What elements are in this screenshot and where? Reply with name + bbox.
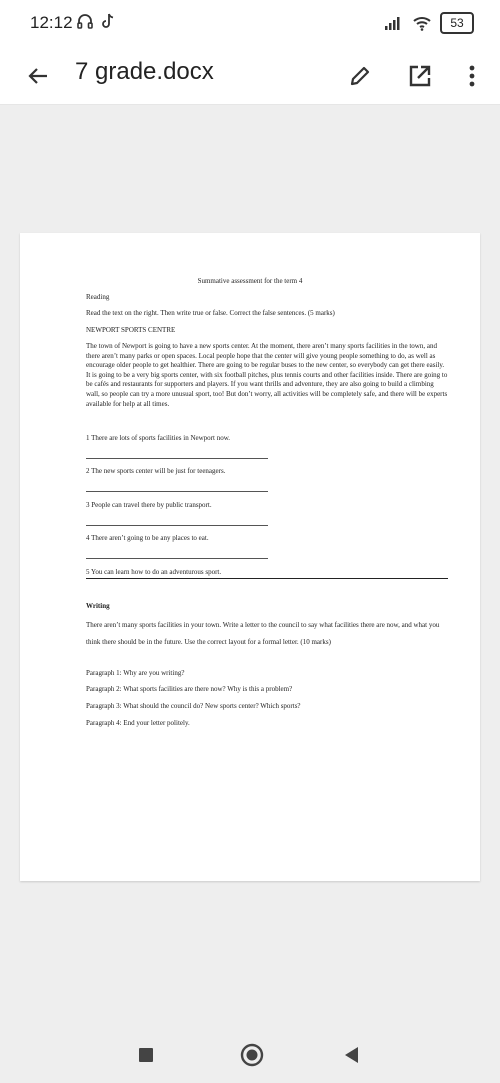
recents-square-icon[interactable] xyxy=(139,1048,153,1062)
writing-task: There aren’t many sports facilities in your town. Write a letter to the council to say what facilities there are now, and what you think there should be in the future. Use the correct layout for a formal letter. (10 marks) xyxy=(86,621,440,646)
centre-title: NEWPORT SPORTS CENTRE xyxy=(86,326,176,334)
paragraph-3-prompt: Paragraph 3: What should the council do? New sports center? Which sports? xyxy=(86,702,301,710)
reading-passage: The town of Newport is going to have a new sports center. At the moment, there aren’t many sports facilities in the town, and there aren’t many parks or open spaces. Local people hope that the center will give young people something to do, as well as encourage older people to get healthier. There are going to be regular buses to the new center, so everybody can get there easily. It is going to be a very big sports center, with six football pitches, plus tennis courts and other facilities inside. There are going to be cafés and restaurants for supporters and players. If you want thrills and adventure, they are also going to build a climbing wall, so people can try a more unusual sport, too! But don’t worry, all activities will be completely safe, and there will be experts available for help at all times. xyxy=(86,342,448,408)
paragraph-2-prompt: Paragraph 2: What sports facilities are there now? Why is this a problem? xyxy=(86,685,293,693)
answer-line-3[interactable] xyxy=(86,525,268,526)
headphones-icon xyxy=(76,12,94,30)
more-options-button[interactable] xyxy=(456,58,488,94)
paragraph-4-prompt: Paragraph 4: End your letter politely. xyxy=(86,719,190,727)
answer-line-1[interactable] xyxy=(86,458,268,459)
answer-line-2[interactable] xyxy=(86,491,268,492)
status-left-icons xyxy=(76,12,116,30)
statement-5: 5 You can learn how to do an adventurous sport. xyxy=(86,568,222,576)
statement-3: 3 People can travel there by public transport. xyxy=(86,501,212,509)
app-bar xyxy=(0,48,500,105)
answer-line-4[interactable] xyxy=(86,558,268,559)
statement-4: 4 There aren’t going to be any places to eat. xyxy=(86,534,209,542)
paragraph-1-prompt: Paragraph 1: Why are you writing? xyxy=(86,669,185,677)
more-vert-icon xyxy=(469,65,475,87)
edit-button[interactable] xyxy=(342,58,378,94)
section-divider xyxy=(86,578,448,579)
wifi-icon xyxy=(412,15,432,31)
back-triangle-icon[interactable] xyxy=(343,1046,359,1064)
status-time: 12:12 xyxy=(30,13,73,32)
back-button[interactable] xyxy=(20,58,56,94)
writing-label: Writing xyxy=(86,602,110,610)
open-external-button[interactable] xyxy=(402,58,438,94)
statement-1: 1 There are lots of sports facilities in Newport now. xyxy=(86,434,231,442)
statement-2: 2 The new sports center will be just for teenagers. xyxy=(86,467,226,475)
open-external-icon xyxy=(407,63,433,89)
document-page[interactable] xyxy=(20,233,480,881)
signal-icon xyxy=(384,15,404,31)
tiktok-icon xyxy=(100,12,116,30)
reading-instructions: Read the text on the right. Then write true or false. Correct the false sentences. (5 marks) xyxy=(86,309,335,317)
assessment-heading: Summative assessment for the term 4 xyxy=(197,277,303,285)
home-circle-icon[interactable] xyxy=(240,1043,264,1067)
document-title: 7 grade.docx xyxy=(75,58,214,85)
reading-label: Reading xyxy=(86,293,110,301)
status-right-icons xyxy=(384,12,474,34)
back-arrow-icon xyxy=(27,65,49,87)
pencil-icon xyxy=(348,64,372,88)
status-bar xyxy=(0,0,500,48)
battery-icon: 53 xyxy=(440,12,474,34)
